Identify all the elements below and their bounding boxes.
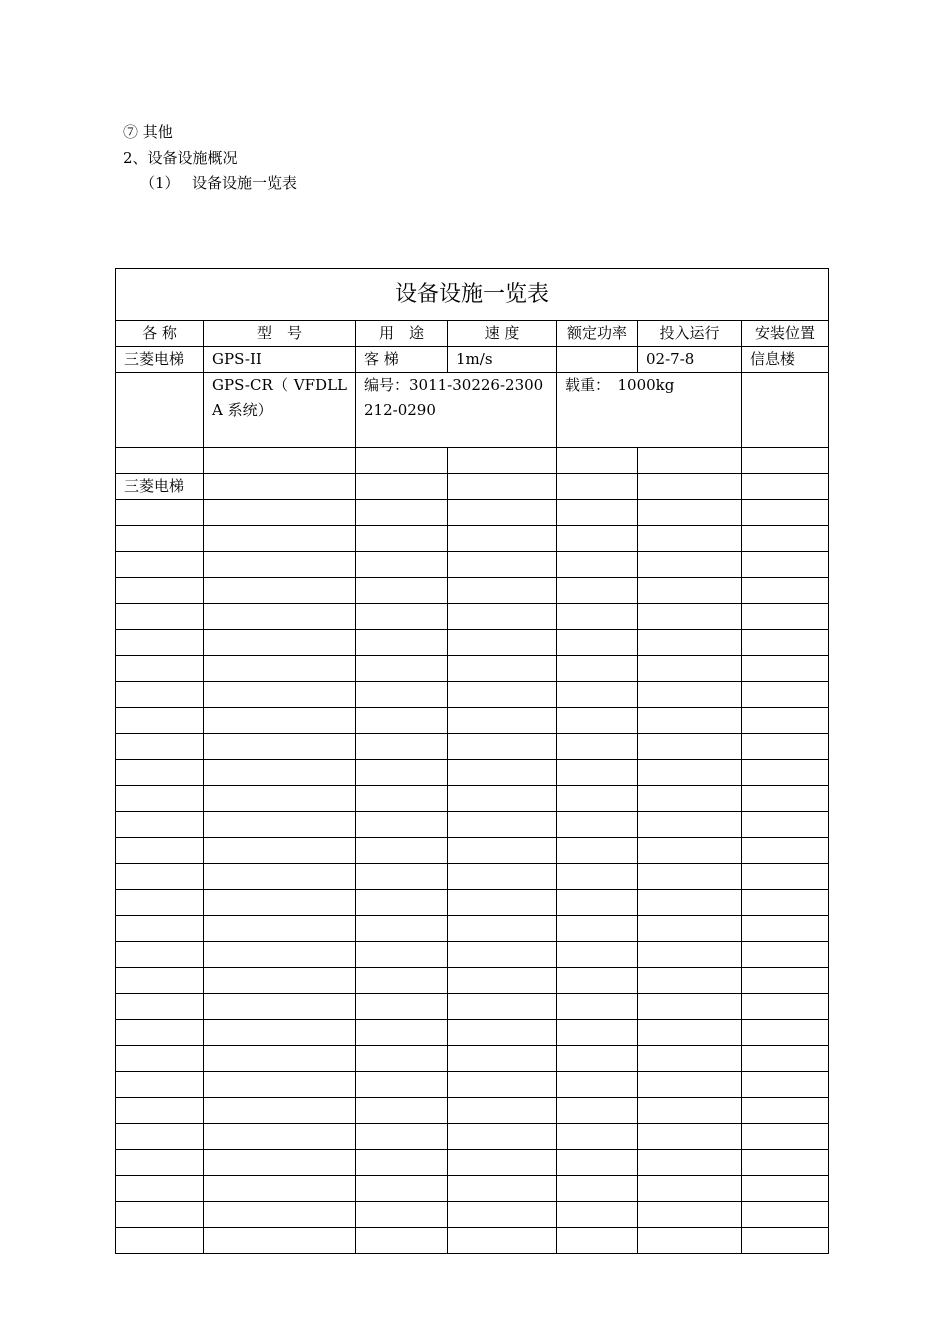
empty-cell	[116, 838, 204, 864]
empty-cell	[742, 630, 829, 656]
table-row	[116, 1150, 829, 1176]
empty-cell	[742, 968, 829, 994]
cell-name: 三菱电梯	[116, 347, 204, 373]
empty-cell	[116, 864, 204, 890]
empty-cell	[448, 968, 557, 994]
empty-cell	[638, 526, 742, 552]
table-row	[116, 1202, 829, 1228]
empty-cell	[448, 916, 557, 942]
empty-cell	[557, 968, 638, 994]
empty-cell	[742, 1124, 829, 1150]
empty-cell	[448, 734, 557, 760]
empty-cell	[638, 916, 742, 942]
empty-cell	[638, 1098, 742, 1124]
empty-cell	[116, 578, 204, 604]
table-row	[116, 968, 829, 994]
empty-cell	[356, 604, 448, 630]
table-row	[116, 552, 829, 578]
empty-cell	[204, 916, 356, 942]
empty-cell	[356, 1228, 448, 1254]
table-row	[116, 1072, 829, 1098]
table-row	[116, 500, 829, 526]
empty-cell	[638, 1150, 742, 1176]
empty-cell	[356, 1202, 448, 1228]
empty-cell	[557, 552, 638, 578]
empty-cell	[356, 1124, 448, 1150]
header-model: 型 号	[204, 321, 356, 347]
empty-cell	[638, 682, 742, 708]
empty-cell	[742, 1150, 829, 1176]
cell-power	[557, 347, 638, 373]
empty-cell	[448, 890, 557, 916]
empty-cell	[557, 604, 638, 630]
empty-cell	[557, 864, 638, 890]
empty-cell	[742, 942, 829, 968]
empty-cell	[638, 1228, 742, 1254]
empty-cell	[448, 1098, 557, 1124]
empty-cell	[638, 1176, 742, 1202]
empty-cell	[116, 1202, 204, 1228]
cell-location: 信息楼	[742, 347, 829, 373]
empty-cell	[638, 734, 742, 760]
empty-cell	[116, 1020, 204, 1046]
table-row	[116, 448, 829, 474]
empty-cell	[204, 760, 356, 786]
empty-cell	[742, 916, 829, 942]
empty-cell	[204, 1072, 356, 1098]
empty-cell	[557, 838, 638, 864]
empty-cell	[116, 786, 204, 812]
empty-cell	[448, 942, 557, 968]
table-header-row	[116, 321, 829, 347]
empty-cell	[448, 1124, 557, 1150]
empty-cell	[448, 552, 557, 578]
empty-cell	[448, 656, 557, 682]
empty-cell	[557, 942, 638, 968]
empty-cell	[116, 942, 204, 968]
table-row	[116, 708, 829, 734]
cell-use: 客 梯	[356, 347, 448, 373]
empty-cell	[116, 630, 204, 656]
empty-cell	[356, 656, 448, 682]
empty-cell	[638, 838, 742, 864]
empty-cell	[742, 812, 829, 838]
empty-cell	[557, 1124, 638, 1150]
empty-cell	[116, 760, 204, 786]
empty-cell	[742, 578, 829, 604]
empty-cell	[448, 1150, 557, 1176]
empty-cell	[742, 682, 829, 708]
empty-cell	[448, 864, 557, 890]
empty-cell	[557, 526, 638, 552]
empty-cell	[557, 1150, 638, 1176]
empty-cell	[557, 630, 638, 656]
empty-cell	[557, 734, 638, 760]
table-row	[116, 916, 829, 942]
table-row	[116, 734, 829, 760]
table-row	[116, 838, 829, 864]
cell-load: 载重： 1000kg	[557, 373, 742, 448]
empty-cell	[638, 1202, 742, 1228]
empty-cell	[116, 604, 204, 630]
empty-cell	[204, 604, 356, 630]
empty-cell	[448, 682, 557, 708]
empty-cell	[356, 630, 448, 656]
empty-cell	[116, 812, 204, 838]
empty-cell	[742, 864, 829, 890]
table-row	[116, 526, 829, 552]
empty-cell	[742, 1072, 829, 1098]
cell-model: GPS-II	[204, 347, 356, 373]
empty-cell	[204, 526, 356, 552]
empty-cell	[638, 604, 742, 630]
empty-cell	[638, 708, 742, 734]
empty-cell	[116, 552, 204, 578]
empty-cell	[557, 1176, 638, 1202]
empty-cell	[742, 1202, 829, 1228]
empty-cell	[356, 812, 448, 838]
empty-cell	[448, 994, 557, 1020]
empty-cell	[204, 968, 356, 994]
empty-cell	[204, 734, 356, 760]
table-row	[116, 474, 829, 500]
table-row	[116, 864, 829, 890]
empty-cell	[557, 578, 638, 604]
empty-cell	[742, 838, 829, 864]
cell-model: GPS-CR（ VFDLLA 系统）	[204, 373, 356, 448]
header-power: 额定功率	[557, 321, 638, 347]
header-date: 投入运行	[638, 321, 742, 347]
empty-cell	[742, 1176, 829, 1202]
cell-speed: 1m/s	[448, 347, 557, 373]
empty-cell	[116, 994, 204, 1020]
empty-cell	[448, 1176, 557, 1202]
empty-cell	[448, 630, 557, 656]
table-row	[116, 347, 829, 373]
empty-cell	[742, 734, 829, 760]
table-row	[116, 1098, 829, 1124]
empty-cell	[448, 812, 557, 838]
header-name: 各 称	[116, 321, 204, 347]
empty-cell	[204, 838, 356, 864]
cell-location	[742, 373, 829, 448]
empty-cell	[638, 578, 742, 604]
empty-cell	[742, 994, 829, 1020]
empty-cell	[557, 1228, 638, 1254]
empty-cell	[204, 1124, 356, 1150]
table-row	[116, 1020, 829, 1046]
table-row	[116, 682, 829, 708]
empty-cell	[557, 682, 638, 708]
table-row	[116, 630, 829, 656]
empty-cell	[638, 500, 742, 526]
empty-cell	[356, 682, 448, 708]
empty-cell	[204, 1046, 356, 1072]
empty-cell	[448, 760, 557, 786]
empty-cell	[204, 994, 356, 1020]
empty-cell	[116, 682, 204, 708]
empty-cell	[557, 1046, 638, 1072]
section-heading: 2、设备设施概况	[123, 149, 238, 167]
subsection-number: （1）	[140, 174, 180, 192]
empty-cell	[638, 786, 742, 812]
empty-cell	[742, 604, 829, 630]
empty-cell	[116, 1176, 204, 1202]
empty-cell	[557, 760, 638, 786]
empty-cell	[204, 890, 356, 916]
empty-cell	[557, 1072, 638, 1098]
empty-cell	[638, 552, 742, 578]
empty-cell	[356, 578, 448, 604]
empty-cell	[116, 1228, 204, 1254]
subsection-title: 设备设施一览表	[192, 174, 298, 192]
empty-cell	[448, 1228, 557, 1254]
empty-cell	[204, 500, 356, 526]
empty-cell	[557, 812, 638, 838]
empty-cell	[116, 526, 204, 552]
empty-cell	[448, 1046, 557, 1072]
table-row	[116, 1176, 829, 1202]
equipment-table	[115, 268, 829, 1254]
empty-cell	[116, 1098, 204, 1124]
table-row	[116, 942, 829, 968]
table-title: 设备设施一览表	[116, 269, 829, 321]
empty-cell	[204, 682, 356, 708]
table-row	[116, 786, 829, 812]
empty-cell	[638, 630, 742, 656]
empty-cell	[448, 786, 557, 812]
empty-cell	[356, 864, 448, 890]
table-row	[116, 578, 829, 604]
table-row	[116, 760, 829, 786]
empty-cell	[557, 1098, 638, 1124]
empty-cell	[638, 890, 742, 916]
table-row	[116, 373, 829, 448]
empty-cell	[356, 942, 448, 968]
empty-rows	[116, 500, 829, 1254]
table-row	[116, 1228, 829, 1254]
empty-cell	[116, 890, 204, 916]
header-location: 安装位置	[742, 321, 829, 347]
empty-cell	[356, 786, 448, 812]
header-use: 用 途	[356, 321, 448, 347]
empty-cell	[638, 994, 742, 1020]
empty-cell	[356, 552, 448, 578]
empty-cell	[204, 864, 356, 890]
empty-cell	[116, 1072, 204, 1098]
empty-cell	[356, 1098, 448, 1124]
empty-cell	[638, 760, 742, 786]
empty-cell	[742, 1020, 829, 1046]
empty-cell	[356, 838, 448, 864]
table-row	[116, 1046, 829, 1072]
empty-cell	[742, 786, 829, 812]
empty-cell	[356, 1176, 448, 1202]
empty-cell	[356, 734, 448, 760]
empty-cell	[742, 1228, 829, 1254]
empty-cell	[638, 1124, 742, 1150]
empty-cell	[557, 1202, 638, 1228]
empty-cell	[204, 942, 356, 968]
empty-cell	[742, 656, 829, 682]
empty-cell	[356, 526, 448, 552]
empty-cell	[204, 1020, 356, 1046]
empty-cell	[116, 1124, 204, 1150]
table-row	[116, 994, 829, 1020]
empty-cell	[557, 994, 638, 1020]
intro-item-other: ⑦ 其他	[123, 123, 173, 141]
empty-cell	[742, 708, 829, 734]
empty-cell	[116, 968, 204, 994]
empty-cell	[356, 500, 448, 526]
empty-cell	[557, 708, 638, 734]
empty-cell	[116, 656, 204, 682]
table-row	[116, 1124, 829, 1150]
table-row	[116, 656, 829, 682]
empty-cell	[742, 1046, 829, 1072]
empty-cell	[557, 916, 638, 942]
table-row	[116, 812, 829, 838]
empty-cell	[204, 1150, 356, 1176]
empty-cell	[116, 734, 204, 760]
empty-cell	[448, 500, 557, 526]
empty-cell	[557, 890, 638, 916]
empty-cell	[742, 1098, 829, 1124]
empty-cell	[356, 760, 448, 786]
empty-cell	[356, 708, 448, 734]
empty-cell	[204, 1202, 356, 1228]
empty-cell	[557, 500, 638, 526]
empty-cell	[116, 500, 204, 526]
empty-cell	[116, 1150, 204, 1176]
empty-cell	[116, 1046, 204, 1072]
empty-cell	[356, 1046, 448, 1072]
empty-cell	[204, 1228, 356, 1254]
empty-cell	[638, 1020, 742, 1046]
empty-cell	[356, 1020, 448, 1046]
header-speed: 速 度	[448, 321, 557, 347]
empty-cell	[448, 708, 557, 734]
empty-cell	[638, 812, 742, 838]
empty-cell	[356, 1072, 448, 1098]
empty-cell	[742, 760, 829, 786]
empty-cell	[638, 1072, 742, 1098]
empty-cell	[204, 1176, 356, 1202]
empty-cell	[557, 656, 638, 682]
empty-cell	[638, 968, 742, 994]
cell-name: 三菱电梯	[116, 474, 204, 500]
empty-cell	[742, 526, 829, 552]
empty-cell	[448, 526, 557, 552]
cell-date: 02-7-8	[638, 347, 742, 373]
empty-cell	[742, 500, 829, 526]
empty-cell	[448, 1020, 557, 1046]
empty-cell	[448, 838, 557, 864]
empty-cell	[448, 1072, 557, 1098]
empty-cell	[116, 708, 204, 734]
empty-cell	[356, 968, 448, 994]
empty-cell	[204, 1098, 356, 1124]
empty-cell	[356, 916, 448, 942]
empty-cell	[448, 578, 557, 604]
empty-cell	[356, 1150, 448, 1176]
empty-cell	[116, 916, 204, 942]
empty-cell	[204, 552, 356, 578]
empty-cell	[448, 1202, 557, 1228]
table-row	[116, 604, 829, 630]
empty-cell	[638, 864, 742, 890]
empty-cell	[638, 656, 742, 682]
empty-cell	[356, 890, 448, 916]
table-row	[116, 890, 829, 916]
empty-cell	[742, 552, 829, 578]
cell-name	[116, 373, 204, 448]
empty-cell	[204, 656, 356, 682]
empty-cell	[204, 578, 356, 604]
empty-cell	[204, 708, 356, 734]
empty-cell	[638, 942, 742, 968]
empty-cell	[557, 786, 638, 812]
empty-cell	[204, 812, 356, 838]
empty-cell	[638, 1046, 742, 1072]
empty-cell	[204, 786, 356, 812]
empty-cell	[356, 994, 448, 1020]
cell-number: 编号：3011-30226-2300212-0290	[356, 373, 557, 448]
empty-cell	[448, 604, 557, 630]
empty-cell	[204, 630, 356, 656]
empty-cell	[742, 890, 829, 916]
empty-cell	[557, 1020, 638, 1046]
